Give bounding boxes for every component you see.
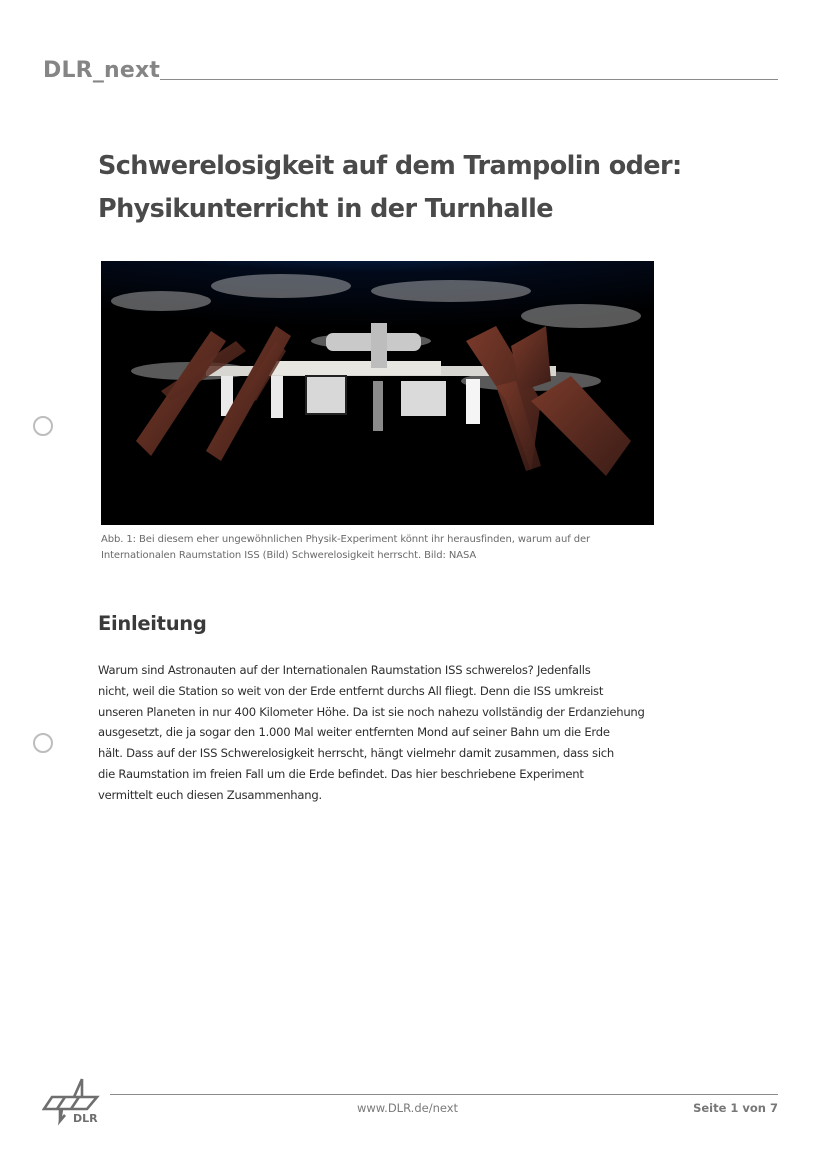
paragraph-line: die Raumstation im freien Fall um die Erde befindet. Das hier beschriebene Experiment — [98, 766, 584, 781]
punch-hole-bottom — [33, 733, 53, 753]
paragraph-line: vermittelt euch diesen Zusammenhang. — [98, 787, 322, 802]
iss-image-icon — [101, 261, 654, 525]
header-divider — [160, 79, 778, 80]
paragraph-line: Warum sind Astronauten auf der Internationalen Raumstation ISS schwerelos? Jedenfalls — [98, 663, 591, 677]
page-title — [98, 145, 718, 231]
section-heading: Einleitung — [98, 612, 207, 635]
figure-caption — [101, 532, 661, 564]
punch-hole-top — [33, 416, 53, 436]
caption-line: Abb. 1: Bei diesem eher ungewöhnlichen Physik-Experiment könnt ihr herausfinden, warum auf der — [101, 534, 591, 545]
page-number: Seite 1 von 7 — [693, 1101, 778, 1115]
paragraph-line: ausgesetzt, die ja sogar den 1.000 Mal weiter entfernten Mond auf seiner Bahn um die Erde — [98, 725, 610, 740]
header-brand: DLR_next — [43, 58, 161, 83]
paragraph-line: unseren Planeten in nur 400 Kilometer Höhe. Da ist sie noch nahezu vollständig der Erdanziehung — [98, 704, 645, 719]
paragraph-line: hält. Dass auf der ISS Schwerelosigkeit herrscht, hängt vielmehr damit zusammen, dass sich — [98, 746, 615, 761]
page-title-line-1: Schwerelosigkeit auf dem Trampolin oder: — [98, 151, 682, 181]
footer-url-link[interactable]: www.DLR.de/next — [357, 1101, 459, 1115]
iss-photo — [101, 261, 654, 525]
paragraph-line: nicht, weil die Station so weit von der Erde entfernt durchs All fliegt. Denn die ISS umkreist — [98, 683, 604, 698]
footer-divider — [110, 1094, 778, 1095]
dlr-logo-text: DLR — [73, 1112, 98, 1125]
intro-paragraph — [98, 660, 668, 806]
caption-line: Internationalen Raumstation ISS (Bild) Schwerelosigkeit herrscht. Bild: NASA — [101, 550, 477, 561]
page-title-line-2: Physikunterricht in der Turnhalle — [98, 194, 553, 224]
